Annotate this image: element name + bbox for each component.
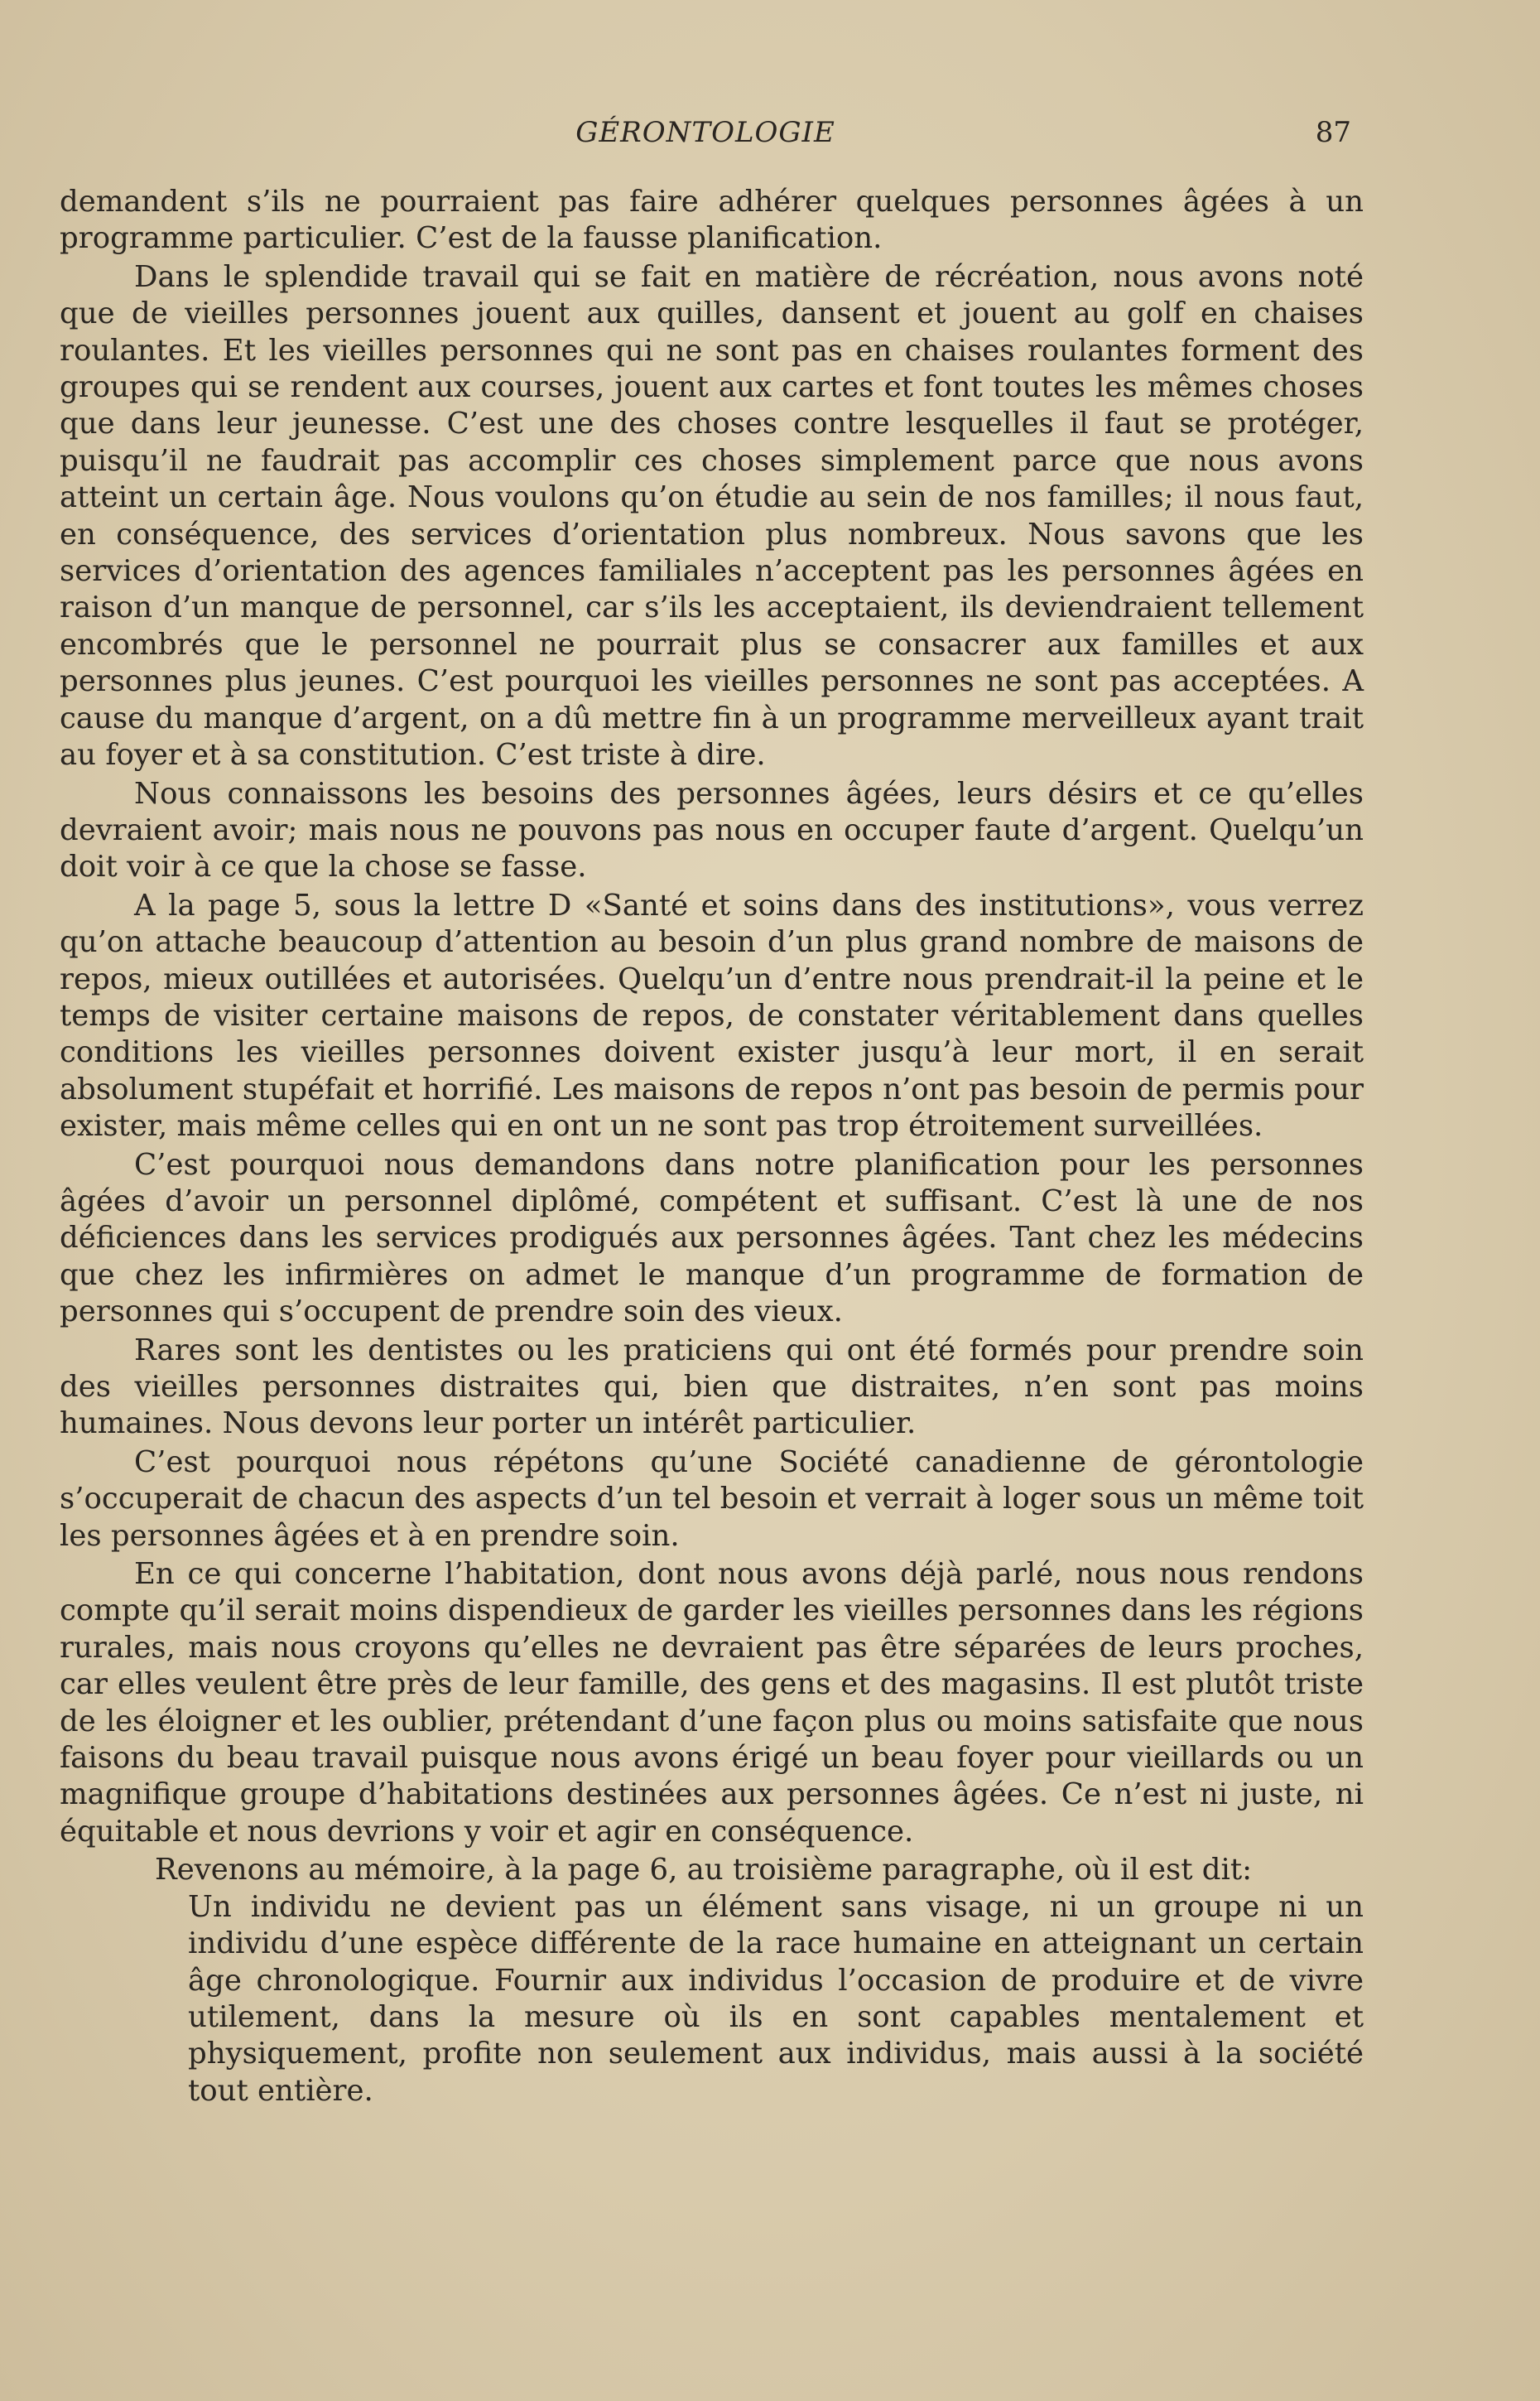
body-text <box>60 184 1364 2111</box>
paragraph: C’est pourquoi nous répétons qu’une Société canadienne de gérontologie s’occuperait de chacun des aspects d’un tel besoin et verrait à loger sous un même toit les personnes âgées et à en prendre soin. <box>60 1444 1364 1553</box>
paragraph: demandent s’ils ne pourraient pas faire adhérer quelques personnes âgées à un programme particulier. C’est de la fausse planification. <box>60 185 1364 256</box>
running-title: GÉRONTOLOGIE <box>575 116 835 149</box>
quote-lead: Revenons au mémoire, à la page 6, au troisième paragraphe, où il est dit: <box>155 1853 1253 1888</box>
paragraph: Rares sont les dentistes ou les praticiens qui ont été formés pour prendre soin des vieilles personnes distraites qui, bien que distraites, n’en sont pas moins humaines. Nous devons leur porter un intérêt particulier. <box>60 1333 1364 1441</box>
page-number: 87 <box>1315 116 1351 149</box>
block-quote: Un individu ne devient pas un élément sans visage, ni un groupe ni un individu d’une espèce différente de la race humaine en atteignant un certain âge chronologique. Fournir aux individus l’occasion de produire et de vivre utilement, dans la mesure où ils en sont capables mentalement et physiquement, profite non seulement aux individus, mais aussi à la société tout entière. <box>188 1889 1364 2108</box>
paragraph: A la page 5, sous la lettre D «Santé et soins dans des institutions», vous verrez qu’on attache beaucoup d’attention au besoin d’un plus grand nombre de maisons de repos, mieux outillées et autorisées. Quelqu’un d’entre nous prendrait-il la peine et le temps de visiter certaine maisons de repos, de constater véritablement dans quelles conditions les vieilles personnes doivent exister jusqu’à leur mort, il en serait absolument stupéfait et horrifié. Les maisons de repos n’ont pas besoin de permis pour exister, mais même celles qui en ont un ne sont pas trop étroitement surveillées. <box>60 888 1364 1144</box>
paragraph: En ce qui concerne l’habitation, dont nous avons déjà parlé, nous nous rendons compte qu’il serait moins dispendieux de garder les vieilles personnes dans les régions rurales, mais nous croyons qu’elles ne devraient pas être séparées de leurs proches, car elles veulent être près de leur famille, des gens et des magasins. Il est plutôt triste de les éloigner et les oublier, prétendant d’une façon plus ou moins satisfaite que nous faisons du beau travail puisque nous avons érigé un beau foyer pour vieillards ou un magnifique groupe d’habitations destinées aux personnes âgées. Ce n’est ni juste, ni équitable et nous devrions y voir et agir en conséquence. <box>60 1557 1364 1849</box>
running-head <box>60 111 1351 152</box>
paragraph: Nous connaissons les besoins des personnes âgées, leurs désirs et ce qu’elles devraient avoir; mais nous ne pouvons pas nous en occuper faute d’argent. Quelqu’un doit voir à ce que la chose se fasse. <box>60 776 1364 885</box>
paragraph: Dans le splendide travail qui se fait en matière de récréation, nous avons noté que de vieilles personnes jouent aux quilles, dansent et jouent au golf en chaises roulantes. Et les vieilles personnes qui ne sont pas en chaises roulantes forment des groupes qui se rendent aux courses, jouent aux cartes et font toutes les mêmes choses que dans leur jeunesse. C’est une des choses contre lesquelles il faut se protéger, puisqu’il ne faudrait pas accomplir ces choses simplement parce que nous avons atteint un certain âge. Nous voulons qu’on étudie au sein de nos familles; il nous faut, en conséquence, des services d’orientation plus nombreux. Nous savons que les services d’orientation des agences familiales n’acceptent pas les personnes âgées en raison d’un manque de personnel, car s’ils les acceptaient, ils deviendraient tellement encombrés que le personnel ne pourrait plus se consacrer aux familles et aux personnes plus jeunes. C’est pourquoi les vieilles personnes ne sont pas acceptées. A cause du manque d’argent, on a dû mettre fin à un programme merveilleux ayant trait au foyer et à sa constitution. C’est triste à dire. <box>60 259 1364 773</box>
paragraph: C’est pourquoi nous demandons dans notre planification pour les personnes âgées d’avoir un personnel diplômé, compétent et suffisant. C’est là une de nos déficiences dans les services prodigués aux personnes âgées. Tant chez les médecins que chez les infirmières on admet le manque d’un programme de formation de personnes qui s’occupent de prendre soin des vieux. <box>60 1147 1364 1329</box>
